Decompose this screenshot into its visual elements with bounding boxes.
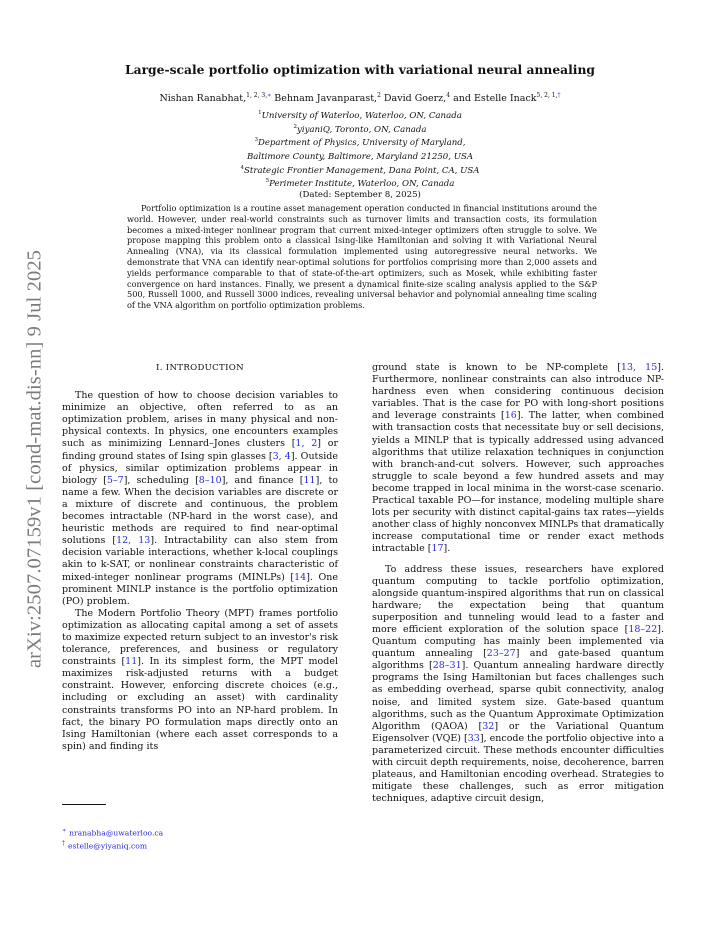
affiliation: $^5$Perimeter Institute, Waterloo, ON, Canada <box>265 178 455 190</box>
footnote: † estelle@yiyaniq.com <box>62 840 148 851</box>
footnotes <box>62 826 163 852</box>
paragraph <box>372 564 664 806</box>
arxiv-stamp <box>21 236 49 682</box>
citation-link[interactable]: 17 <box>431 543 444 555</box>
author: David Goerz,$^4$ <box>383 92 451 105</box>
text-run: ]. Outside of physics, similar optimization problems appear in biology [ <box>62 450 338 486</box>
text-run: ]. The latter, when combined with transaction costs that necessitate buy or sell decisions, yields a MINLP that is typically addressed using advanced algorithms that utilize relaxation techniques in conjunction with branch-and-cut solvers. However, such approaches struggle to scale beyond a few hundred assets and may become trapped in local minima in the worst-case scenario. Practical taxable PO—for instance, modeling multiple share lots per security with distinct capital-gains tax rates—yields another class of highly nonconvex MINLPs that dramatically increase computational time or render exact methods intractable [ <box>372 410 665 555</box>
citation-link[interactable]: 18–22 <box>628 623 658 635</box>
text-run: ]. In its simplest form, the MPT model maximizes risk-adjusted returns with a budget constraint. However, enforcing discrete choices (e.g., including or excluding an asset) with cardinality constraints transforms PO into an NP-hard problem. In fact, the binary PO formulation maps directly onto an Ising Hamiltonian (where each asset corresponds to a spin) and finding its <box>62 656 338 752</box>
text-run: ], scheduling [ <box>123 474 199 486</box>
citation-link[interactable]: 8–10 <box>198 474 222 486</box>
email-link[interactable]: estelle@yiyaniq.com <box>68 841 148 851</box>
right-column <box>372 362 664 805</box>
citation-link[interactable]: 16 <box>504 410 517 422</box>
paragraph <box>372 362 664 556</box>
citation-link[interactable]: 12, 13 <box>116 535 151 547</box>
date-line: (Dated: September 8, 2025) <box>299 189 421 200</box>
text-run: ]. One prominent MINLP instance is the portfolio optimization (PO) problem. <box>62 571 338 607</box>
abstract-text: Portfolio optimization is a routine asset management operation conducted in financial institutions around the world. However, under real-world constraints such as turnover limits and transaction costs, its formulation becomes a mixed-integer nonlinear program that current mixed-integer optimizers often struggle to solve. We propose mapping this problem onto a classical Ising-like Hamiltonian and solving it with Variational Neural Annealing (VNA), via its classical formulation implemented using autoregressive neural networks. We demonstrate that VNA can identify near-optimal solutions for portfolios comprising more than 2,000 assets and yields performance comparable to that of state-of-the-art optimizers, such as Mosek, while exhibiting faster convergence on hard instances. Finally, we present a dynamical finite-size scaling analysis applied to the S&P 500, Russell 1000, and Russell 3000 indices, revealing universal behavior and polynomial annealing time scaling of the VNA algorithm on portfolio optimization problems. <box>127 203 597 311</box>
author: and Estelle Inack$^{5, 2, 1,\dagger}$ <box>453 92 561 105</box>
citation-link[interactable]: 1, 2 <box>295 438 318 450</box>
text-run: The Modern Portfolio Theory (MPT) frames portfolio optimization as allocating capital among a set of assets to maximize expected return subject to an investor's risk tolerance, preferences, and business or regulatory constraints [ <box>62 607 338 668</box>
text-run: ]. Intractability can also stem from decision variable interactions, whether k-local couplings akin to k-SAT, or nonlinear constraints characteristic of mixed-integer nonlinear programs (MINLPs) [ <box>62 535 338 583</box>
paper-title: Large-scale portfolio optimization with variational neural annealing <box>124 62 596 77</box>
arxiv-stamp-text: arXiv:2507.07159v1 [cond-mat.dis-nn] 9 Jul 2025 <box>23 249 46 669</box>
text-run: ] or finding ground states of Ising spin glasses [ <box>62 438 338 462</box>
affiliation: Baltimore County, Baltimore, Maryland 21250, USA <box>246 151 474 162</box>
author-list <box>0 92 720 104</box>
footnote-rule <box>62 804 106 805</box>
citation-link[interactable]: 28–31 <box>432 660 462 672</box>
text-run: To address these issues, researchers have explored quantum computing to tackle portfolio optimization, alongside quantum-inspired algorithms that run on classical hardware; the expectation being that quantum superposition and tunneling would lead to a faster and more efficient exploration of the solution space [ <box>372 563 664 635</box>
author: Behnam Javanparast,$^2$ <box>274 92 381 105</box>
citation-link[interactable]: 11 <box>125 656 138 668</box>
text-run: ], and finance [ <box>221 474 304 486</box>
citation-link[interactable]: 11 <box>303 474 316 486</box>
affiliation: $^1$University of Waterloo, Waterloo, ON, Canada <box>258 110 462 121</box>
author: Nishan Ranabhat,$^{1, 2, 3,∗}$ <box>159 92 272 105</box>
affiliation: $^3$Department of Physics, University of Maryland, <box>254 137 466 149</box>
paragraph <box>62 390 338 608</box>
citation-link[interactable]: 3, 4 <box>272 450 291 462</box>
affiliations <box>0 108 720 201</box>
citation-link[interactable]: 23–27 <box>486 648 516 660</box>
affiliation: $^4$Strategic Frontier Management, Dana Point, CA, USA <box>240 164 480 176</box>
author-footnote-link[interactable]: † <box>557 92 561 99</box>
text-run: ] or the Variational Quantum Eigensolver (VQE) [ <box>372 720 664 744</box>
author-footnote-link[interactable]: ∗ <box>267 92 272 99</box>
text-run: ]. <box>443 543 451 555</box>
citation-link[interactable]: 14 <box>294 571 307 583</box>
citation-link[interactable]: 32 <box>482 720 495 732</box>
text-run: The question of how to choose decision variables to minimize an objective, often referred to as an optimization problem, arises in many physical and non-physical contexts. In physics, one encounters examples such as minimizing Lennard–Jones clusters [ <box>62 390 338 450</box>
text-run: ], to name a few. When the decision variables are discrete or a mixture of discrete and continuous, the problem becomes intractable (NP-hard in the worst case), and heuristic methods are required to find near-optimal solutions [ <box>62 474 338 547</box>
citation-link[interactable]: 5–7 <box>106 474 124 486</box>
abstract <box>127 203 597 311</box>
citation-link[interactable]: 33 <box>467 732 480 744</box>
affiliation: $^2$yiyaniQ, Toronto, ON, Canada <box>293 123 427 135</box>
footnote: ∗ nranabha@uwaterloo.ca <box>62 827 164 838</box>
text-run: ]. Quantum annealing hardware directly programs the Ising Hamiltonian but faces challenges such as embedding overhead, sparse qubit connectivity, analog noise, and limited system size. Gate-based quantum algorithms, such as the Quantum Approximate Optimization Algorithm (QAOA) [ <box>372 660 664 732</box>
text-run: ] and gate-based quantum algorithms [ <box>372 648 664 672</box>
left-column <box>62 362 338 753</box>
text-run: ], encode the portfolio objective into a parameterized circuit. These methods encounter difficulties with circuit depth requirements, noise, decoherence, barren plateaus, and Hamiltonian encoding overhead. Strategies to mitigate these challenges, such as error mitigation techniques, adaptive circuit design, <box>372 732 664 805</box>
text-run: ground state is known to be NP-complete [ <box>372 362 621 373</box>
citation-link[interactable]: 13, 15 <box>620 362 658 373</box>
paragraph <box>62 608 338 753</box>
text-run: ]. Quantum computing has mainly been implemented via quantum annealing [ <box>372 623 664 660</box>
text-run: ]. Furthermore, nonlinear constraints can also introduce NP-hardness even when considering continuous decision variables. That is the case for PO with long-short positions and leverage constraints [ <box>372 362 664 422</box>
section-heading: I. INTRODUCTION <box>156 363 244 373</box>
email-link[interactable]: nranabha@uwaterloo.ca <box>69 828 164 838</box>
